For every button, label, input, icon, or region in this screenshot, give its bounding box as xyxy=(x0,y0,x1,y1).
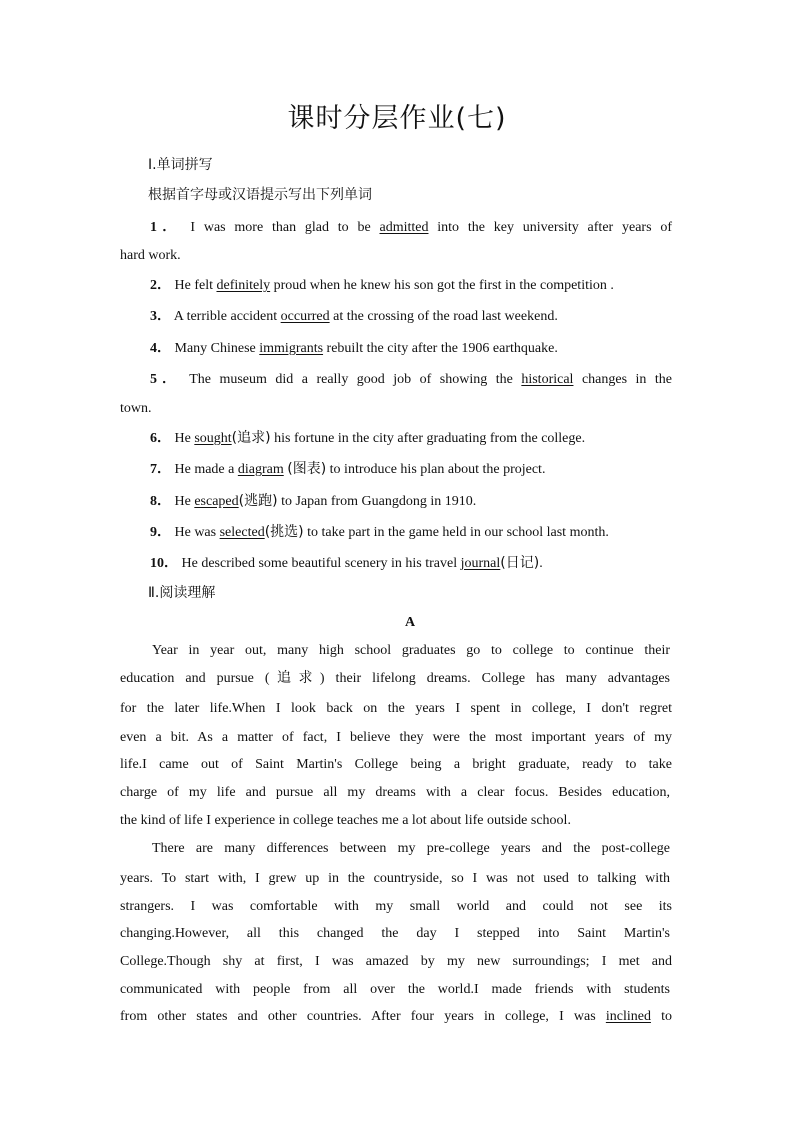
word-item-4: 4． Many Chinese immigrants rebuilt the city after the 1906 earthquake. xyxy=(150,341,558,356)
word-item-1-cont: hard work. xyxy=(120,248,181,263)
word-item-7: 7． He made a diagram (图表) to introduce his plan about the project. xyxy=(150,461,546,477)
passage-line: life.I came out of Saint Martin's College being a bright graduate, ready to take xyxy=(120,757,672,772)
answer-word: definitely xyxy=(216,278,271,293)
passage-line: Year in year out, many high school graduates go to college to continue their xyxy=(152,643,670,658)
passage-line: College.Though shy at first, I was amazed by my new surroundings; I met and xyxy=(120,954,672,969)
passage-line: communicated with people from all over the world.I made friends with students xyxy=(120,982,670,997)
passage-line: changing.However, all this changed the day I stepped into Saint Martin's xyxy=(120,926,670,941)
chinese-hint: (图表) xyxy=(287,461,327,477)
word-item-9: 9． He was selected(挑选) to take part in the game held in our school last month. xyxy=(150,524,609,540)
word-item-1: 1． I was more than glad to be admitted into the key university after years of xyxy=(150,220,672,235)
answer-word: selected xyxy=(219,525,265,540)
passage-line: strangers. I was comfortable with my small world and could not see its xyxy=(120,899,672,914)
answer-word: admitted xyxy=(379,220,429,235)
passage-line: education and pursue (追求) their lifelong dreams. College has many advantages xyxy=(120,671,670,686)
passage-label: A xyxy=(404,615,416,630)
section-2-heading: Ⅱ.阅读理解 xyxy=(148,585,216,601)
word-item-5-cont: town. xyxy=(120,401,152,416)
answer-word: escaped xyxy=(194,494,239,509)
section-1-heading: Ⅰ.单词拼写 xyxy=(148,157,213,173)
answer-word: historical xyxy=(521,372,574,387)
answer-word: inclined xyxy=(605,1009,651,1024)
passage-line-last: from other states and other countries. After four years in college, I was inclined to xyxy=(120,1009,673,1024)
chinese-hint: (逃跑) xyxy=(238,493,278,509)
passage-line: charge of my life and pursue all my dreams with a clear focus. Besides education, xyxy=(120,785,670,800)
answer-word: occurred xyxy=(280,309,330,324)
answer-word: immigrants xyxy=(259,341,324,356)
chinese-hint: (挑选) xyxy=(264,524,304,540)
item-number: 1． xyxy=(150,220,182,235)
section-1-instruction: 根据首字母或汉语提示写出下列单词 xyxy=(148,187,372,203)
word-item-8: 8． He escaped(逃跑) to Japan from Guangdong in 1910. xyxy=(150,493,477,509)
answer-word: sought xyxy=(194,431,232,446)
chinese-hint: (追求) xyxy=(231,430,271,446)
word-item-2: 2． He felt definitely proud when he knew his son got the first in the competition . xyxy=(150,278,614,293)
word-item-5: 5． The museum did a really good job of showing the historical changes in the xyxy=(150,372,672,387)
answer-word: journal xyxy=(460,556,501,571)
word-item-3: 3． A terrible accident occurred at the crossing of the road last weekend. xyxy=(150,309,558,324)
passage-line: even a bit. As a matter of fact, I believe they were the most important years of my xyxy=(120,730,672,745)
chinese-hint: (日记) xyxy=(500,555,540,571)
passage-line: the kind of life I experience in college teaches me a lot about life outside school. xyxy=(120,813,571,828)
passage-line: There are many differences between my pre‑college years and the post‑college xyxy=(152,841,670,856)
page-title: 课时分层作业(七) xyxy=(287,103,507,134)
word-item-10: 10． He described some beautiful scenery in his travel journal(日记). xyxy=(150,555,543,571)
passage-line: for the later life.When I look back on the years I spent in college, I don't regret xyxy=(120,701,672,716)
answer-word: diagram xyxy=(237,462,284,477)
passage-line: years. To start with, I grew up in the countryside, so I was not used to talking with xyxy=(120,871,670,886)
word-item-6: 6． He sought(追求) his fortune in the city after graduating from the college. xyxy=(150,430,586,446)
